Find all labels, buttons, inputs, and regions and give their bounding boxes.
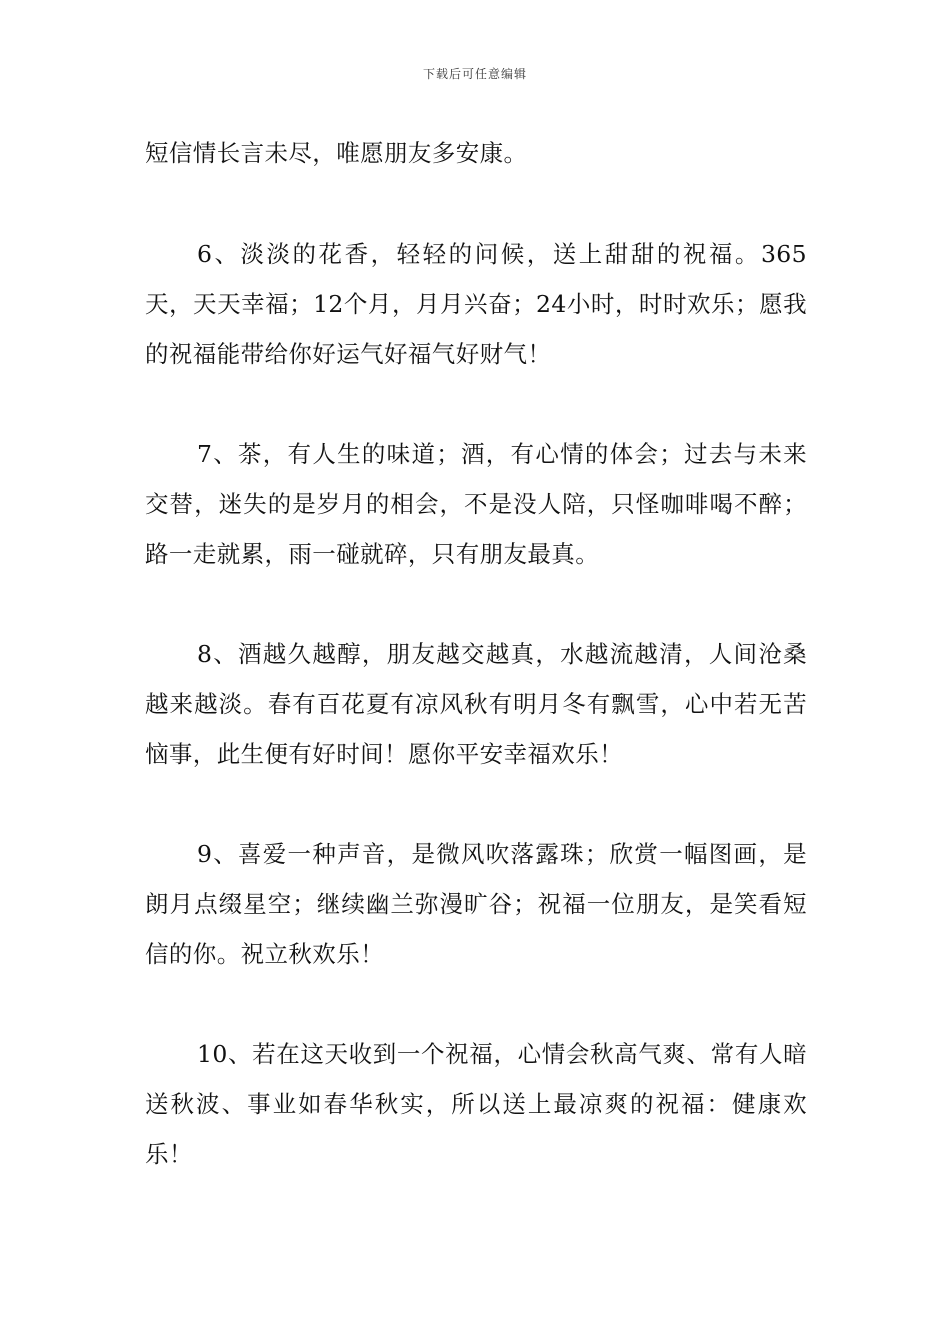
paragraph-item-9: 9、喜爱一种声音，是微风吹落露珠；欣赏一幅图画，是朗月点缀星空；继续幽兰弥漫旷谷；祝福一位朋友，是笑看短信的你。祝立秋欢乐！: [145, 840, 807, 968]
paragraph-item-8: 8、酒越久越醇，朋友越交越真，水越流越清，人间沧桑越来越淡。春有百花夏有凉风秋有明月冬有飘雪，心中若无苦恼事，此生便有好时间！愿你平安幸福欢乐！: [145, 640, 807, 768]
paragraph-item-6: 6、淡淡的花香，轻轻的问候，送上甜甜的祝福。365天，天天幸福；12个月，月月兴奋；24小时，时时欢乐；愿我的祝福能带给你好运气好福气好财气！: [145, 240, 807, 368]
header-note: 下载后可任意编辑: [422, 67, 527, 81]
paragraph-continuation: 短信情长言未尽，唯愿朋友多安康。: [145, 139, 528, 167]
document-body: [145, 128, 807, 1229]
paragraph-item-7: 7、茶，有人生的味道；酒，有心情的体会；过去与未来交替，迷失的是岁月的相会，不是没人陪，只怪咖啡喝不醉；路一走就累，雨一碰就碎，只有朋友最真。: [145, 440, 807, 568]
paragraph-item-10: 10、若在这天收到一个祝福，心情会秋高气爽、常有人暗送秋波、事业如春华秋实，所以送上最凉爽的祝福：健康欢乐！: [145, 1040, 807, 1168]
